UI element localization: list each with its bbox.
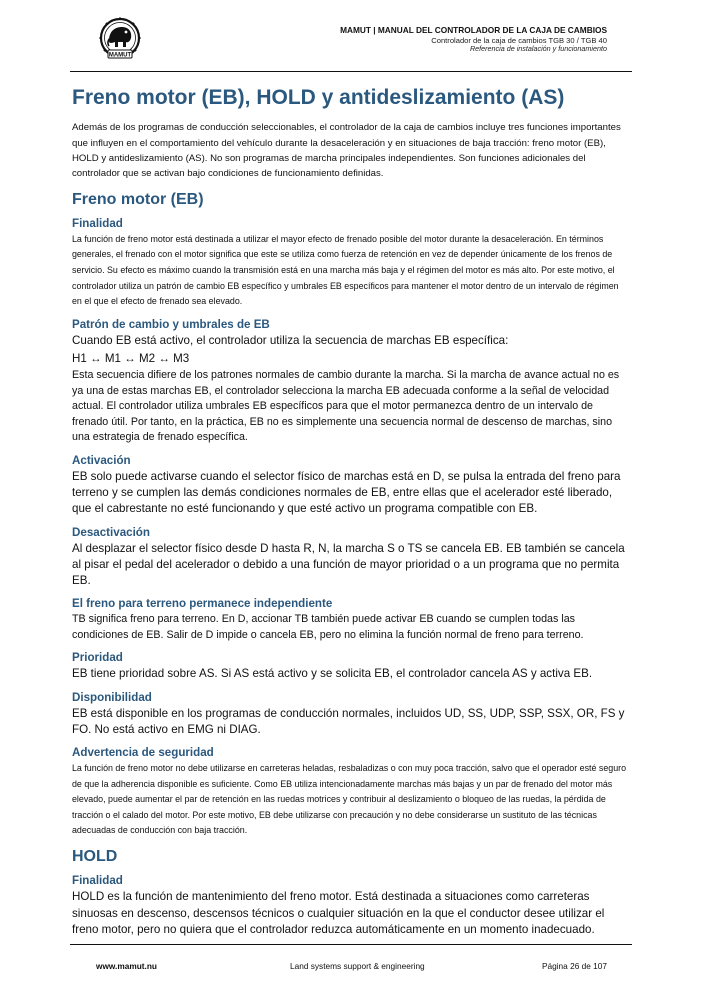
gear-sequence: H1 ↔ M1 ↔ M2 ↔ M3 <box>72 351 190 365</box>
page-title: Freno motor (EB), HOLD y antideslizamiento (AS) <box>72 86 565 109</box>
paragraph-eb-finalidad: La función de freno motor está destinada a utilizar el mayor efecto de frenado posible del motor durante la desaceleración. En términos generales, el frenado con el motor significa que este se utiliza como fuerza de retención en vez de depender únicamente de los frenos de servicio. Su efecto es máximo cuando la transmisión está en una marcha más baja y el régimen del motor es más alto. Por este motivo, el controlador utiliza un patrón de cambio EB específico y umbrales EB específicos para mantener el motor dentro de un intervalo de régimen en el que el efecto de frenado sea elevado. <box>72 233 619 307</box>
paragraph-eb-prioridad: EB tiene prioridad sobre AS. Si AS está activo y se solicita EB, el controlador cancela AS y activa EB. <box>72 667 593 681</box>
header-note: Referencia de instalación y funcionamiento <box>469 44 607 54</box>
paragraph-eb-terreno: TB significa freno para terreno. En D, accionar TB también puede activar EB cuando se cumplen todas las condiciones de EB. Salir de D impide o cancela EB, pero no elimina la función normal de freno para terreno. <box>72 613 584 641</box>
footer-website-link[interactable]: www.mamut.nu <box>96 961 157 971</box>
footer-tagline: Land systems support & engineering <box>290 961 425 971</box>
svg-text:MAMUT: MAMUT <box>108 52 132 59</box>
subheading-eb-prioridad: Prioridad <box>72 651 123 665</box>
subheading-eb-terreno: El freno para terreno permanece independiente <box>72 597 333 611</box>
paragraph-eb-advertencia: La función de freno motor no debe utilizarse en carreteras heladas, resbaladizas o con muy poca tracción, salvo que el operador esté seguro de que la adherencia disponible es suficiente. Como EB utiliza intencionadamente marchas más bajas y un par de frenado del motor más elevado, puede aumentar el par de retención en las ruedas motrices y contribuir al deslizamiento o bloqueo de las ruedas, la pérdida de tracción o el calado del motor. Por este motivo, EB debe utilizarse con precaución y no debe considerarse un sustituto de las técnicas adecuadas de conducción con baja tracción. <box>72 763 627 836</box>
section-heading-hold: HOLD <box>72 848 118 866</box>
page-header <box>340 26 607 54</box>
paragraph-eb-activacion: EB solo puede activarse cuando el selector físico de marchas está en D, se pulsa la entrada del freno para terreno y se cumplen las demás condiciones normales de EB, entre ellas que el acelerador esté liberado, que el cabrestante no esté funcionando y que esté activo un programa compatible con EB. <box>72 469 621 516</box>
section-heading-eb: Freno motor (EB) <box>72 190 204 208</box>
footer-divider <box>70 944 632 945</box>
paragraph-eb-patron: Esta secuencia difiere de los patrones normales de cambio durante la marcha. Si la marcha de avance actual no es ya una de estas marchas EB, el controlador selecciona la marcha EB adecuada conforme a la señal de velocidad actual. El controlador utiliza umbrales EB específicos para que el motor permanezca dentro de un intervalo de frenado útil. Por tanto, en la práctica, EB no es simplemente una secuencia normal de descenso de marchas, sino una estrategia de frenado específica. <box>72 369 620 444</box>
paragraph-eb-patron-intro: Cuando EB está activo, el controlador utiliza la secuencia de marchas EB específica: <box>72 333 509 347</box>
subheading-eb-finalidad: Finalidad <box>72 216 123 230</box>
subheading-eb-desactivacion: Desactivación <box>72 525 150 539</box>
page-number: Página 26 de 107 <box>541 961 607 971</box>
main-content <box>72 85 628 938</box>
header-subtitle: Controlador de la caja de cambios TGB 30 / TGB 40 <box>431 35 607 45</box>
subheading-eb-activacion: Activación <box>72 453 131 467</box>
header-divider <box>70 71 632 72</box>
subheading-eb-disponibilidad: Disponibilidad <box>72 690 152 704</box>
subheading-eb-patron: Patrón de cambio y umbrales de EB <box>72 317 270 331</box>
mamut-logo <box>96 17 144 61</box>
subheading-hold-finalidad: Finalidad <box>72 874 123 888</box>
paragraph-eb-desactivacion: Al desplazar el selector físico desde D hasta R, N, la marcha S o TS se cancela EB. EB también se cancela al pisar el pedal del acelerador o debido a una función de mayor prioridad o a un programa que no permita EB. <box>72 541 625 587</box>
header-title: MAMUT | MANUAL DEL CONTROLADOR DE LA CAJA DE CAMBIOS <box>340 25 607 35</box>
paragraph-hold-finalidad: HOLD es la función de mantenimiento del freno motor. Está destinada a situaciones como carreteras sinuosas en descenso, descensos técnicos o cualquier situación en la que el conductor desee utilizar el freno motor, pero no quiera que el controlador reduzca automáticamente en un momento inadecuado. <box>72 890 605 936</box>
paragraph-eb-disponibilidad: EB está disponible en los programas de conducción normales, incluidos UD, SS, UDP, SSP, SSX, OR, FS y FO. No está activo en EMG ni DIAG. <box>72 706 625 736</box>
intro-paragraph: Además de los programas de conducción seleccionables, el controlador de la caja de cambios incluye tres funciones importantes que influyen en el comportamiento del vehículo durante la desaceleración y en situaciones de baja tracción: freno motor (EB), HOLD y antideslizamiento (AS). No son programas de marcha principales independientes. Son funciones adicionales del controlador que se activan bajo condiciones de funcionamiento definidas. <box>72 122 621 180</box>
subheading-eb-advertencia: Advertencia de seguridad <box>72 746 214 760</box>
